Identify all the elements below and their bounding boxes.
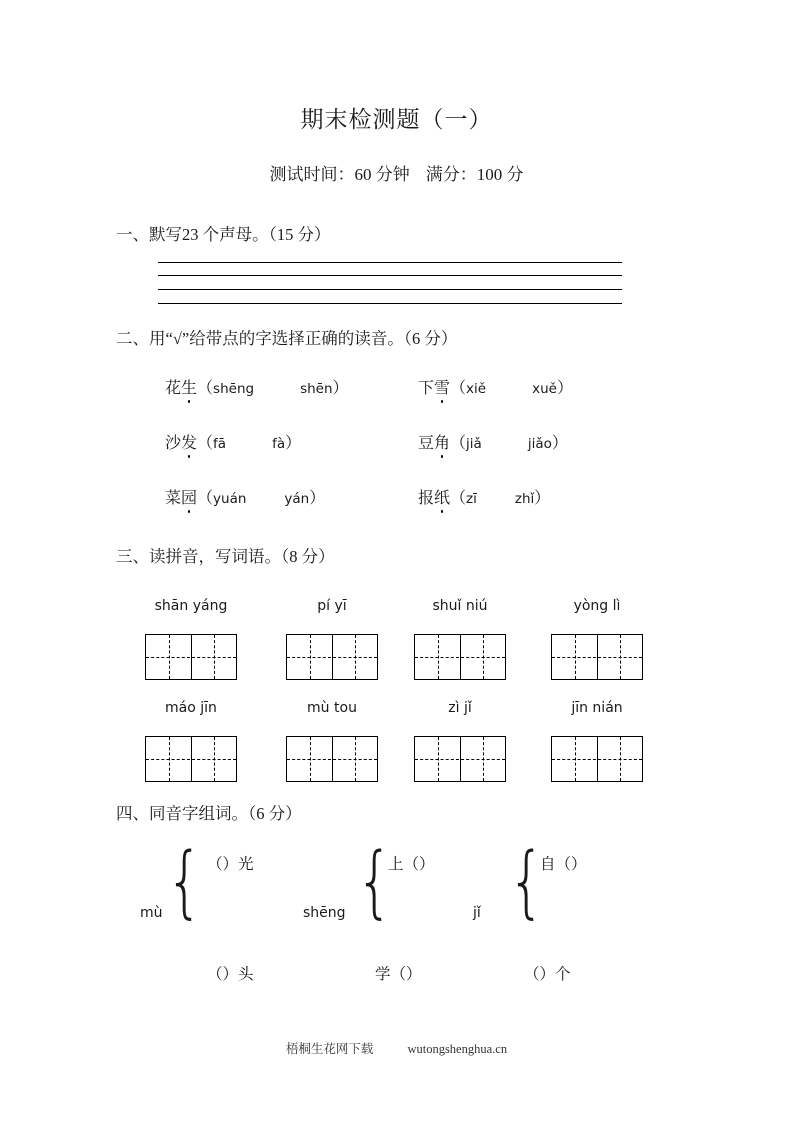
- grid-divider: [332, 635, 333, 679]
- blank-suffix: ）: [406, 966, 422, 983]
- word-pinyin-label: jīn nián: [571, 700, 623, 716]
- pinyin-choice-item[interactable]: [165, 375, 349, 398]
- exam-total-score: 满分：100 分: [425, 165, 524, 184]
- paren-close: ）: [309, 490, 326, 507]
- word-pinyin-label: pí yī: [317, 598, 347, 614]
- pinyin-option-a[interactable]: fā: [213, 436, 227, 452]
- word-pinyin-label: zì jǐ: [448, 700, 472, 716]
- exam-duration-text: 测试时间：60 分钟: [269, 165, 410, 184]
- pinyin-choice-item[interactable]: [418, 485, 550, 508]
- paren-open: （: [197, 490, 214, 507]
- word-char-1: 花: [165, 380, 182, 397]
- word-char-1: 菜: [165, 490, 182, 507]
- grid-vline-b: [483, 737, 484, 781]
- grid-vline-b: [483, 635, 484, 679]
- homophone-blank-top[interactable]: [388, 852, 435, 874]
- writing-grid[interactable]: [414, 736, 506, 782]
- pinyin-option-a[interactable]: yuán: [213, 491, 247, 507]
- pinyin-option-b[interactable]: xuě: [532, 381, 557, 397]
- blank-prefix: 学（: [375, 966, 407, 983]
- writing-grid[interactable]: [551, 736, 643, 782]
- section-heading-q3: 三、读拼音，写词语。（8 分）: [116, 547, 335, 566]
- grid-divider: [191, 737, 192, 781]
- blank-suffix: ）个: [539, 966, 571, 983]
- answer-line-4[interactable]: [158, 303, 622, 304]
- paren-close: ）: [551, 435, 568, 452]
- pinyin-option-a[interactable]: jiǎ: [466, 436, 482, 452]
- exam-meta: [0, 160, 793, 185]
- blank-prefix: （: [207, 856, 223, 873]
- blank-prefix: （: [207, 966, 223, 983]
- grid-vline-a: [310, 737, 311, 781]
- grid-divider: [597, 737, 598, 781]
- word-char-1: 豆: [418, 435, 435, 452]
- grid-vline-b: [620, 635, 621, 679]
- group-pinyin-label: mù: [140, 905, 163, 921]
- blank-suffix: ）光: [222, 856, 254, 873]
- paren-close: ）: [332, 380, 349, 397]
- writing-grid[interactable]: [145, 634, 237, 680]
- pinyin-option-b[interactable]: yán: [284, 491, 310, 507]
- exam-duration: [270, 165, 410, 184]
- section-heading-q1: 一、默写23 个声母。（15 分）: [116, 225, 331, 244]
- grid-vline-b: [355, 737, 356, 781]
- pinyin-choice-item[interactable]: [165, 430, 301, 453]
- curly-brace-icon: {: [166, 837, 204, 927]
- grid-vline-a: [310, 635, 311, 679]
- paren-close: ）: [285, 435, 302, 452]
- grid-vline-b: [620, 737, 621, 781]
- grid-divider: [460, 635, 461, 679]
- grid-vline-a: [438, 737, 439, 781]
- pinyin-option-a[interactable]: shēng: [213, 381, 255, 397]
- page-footer: [0, 1039, 793, 1057]
- blank-prefix: 自（: [540, 856, 572, 873]
- word-char-dotted: 发: [181, 430, 197, 453]
- pinyin-option-a[interactable]: zī: [466, 491, 477, 507]
- homophone-blank-top[interactable]: [540, 852, 587, 874]
- paren-open: （: [450, 490, 467, 507]
- footer-site-name: 梧桐生花网下载: [285, 1042, 374, 1056]
- curly-brace-icon: {: [356, 837, 394, 927]
- word-pinyin-label: shān yáng: [154, 598, 228, 614]
- paren-open: （: [197, 435, 214, 452]
- word-char-dotted: 纸: [434, 485, 450, 508]
- answer-line-1[interactable]: [158, 262, 622, 263]
- pinyin-option-b[interactable]: shēn: [300, 381, 333, 397]
- grid-divider: [332, 737, 333, 781]
- paren-close: ）: [556, 380, 573, 397]
- grid-divider: [191, 635, 192, 679]
- word-char-1: 下: [418, 380, 435, 397]
- pinyin-option-b[interactable]: fà: [272, 436, 286, 452]
- word-char-dotted: 生: [181, 375, 197, 398]
- blank-suffix: ）: [571, 856, 587, 873]
- group-pinyin-label: shēng: [303, 905, 346, 921]
- word-char-dotted: 雪: [434, 375, 450, 398]
- paren-close: ）: [534, 490, 551, 507]
- answer-line-3[interactable]: [158, 289, 622, 290]
- writing-grid[interactable]: [286, 634, 378, 680]
- word-pinyin-label: mù tou: [307, 700, 357, 716]
- section-heading-q2: 二、用“√”给带点的字选择正确的读音。（6 分）: [116, 329, 458, 348]
- word-char-1: 报: [418, 490, 435, 507]
- homophone-blank-bottom[interactable]: [207, 962, 254, 984]
- blank-suffix: ）头: [222, 966, 254, 983]
- grid-divider: [460, 737, 461, 781]
- blank-prefix: （: [524, 966, 540, 983]
- grid-vline-a: [575, 635, 576, 679]
- section-heading-q4: 四、同音字组词。（6 分）: [116, 804, 302, 823]
- homophone-blank-bottom[interactable]: [524, 962, 571, 984]
- grid-vline-a: [169, 737, 170, 781]
- homophone-blank-top[interactable]: [207, 852, 254, 874]
- pinyin-choice-item[interactable]: [418, 375, 573, 398]
- word-pinyin-label: shuǐ niú: [432, 598, 488, 614]
- paren-open: （: [197, 380, 214, 397]
- writing-grid[interactable]: [286, 736, 378, 782]
- grid-vline-a: [438, 635, 439, 679]
- pinyin-option-a[interactable]: xiě: [466, 381, 487, 397]
- word-pinyin-label: máo jīn: [165, 700, 217, 716]
- grid-vline-a: [575, 737, 576, 781]
- pinyin-choice-item[interactable]: [165, 485, 325, 508]
- word-pinyin-label: yòng lì: [573, 598, 621, 614]
- page-title: 期末检测题（一）: [300, 107, 493, 132]
- pinyin-choice-item[interactable]: [418, 430, 568, 453]
- pinyin-option-b[interactable]: jiǎo: [527, 436, 552, 452]
- group-pinyin-label: jǐ: [473, 905, 481, 921]
- grid-vline-a: [169, 635, 170, 679]
- paren-open: （: [450, 380, 467, 397]
- blank-prefix: 上（: [388, 856, 420, 873]
- grid-divider: [597, 635, 598, 679]
- footer-site-url[interactable]: wutongshenghua.cn: [407, 1042, 508, 1056]
- word-char-1: 沙: [165, 435, 182, 452]
- paren-open: （: [450, 435, 467, 452]
- writing-grid[interactable]: [414, 634, 506, 680]
- grid-vline-b: [214, 737, 215, 781]
- writing-grid[interactable]: [551, 634, 643, 680]
- word-char-dotted: 角: [434, 430, 450, 453]
- curly-brace-icon: {: [508, 837, 546, 927]
- word-char-dotted: 园: [181, 485, 197, 508]
- answer-line-2[interactable]: [158, 275, 622, 276]
- pinyin-option-b[interactable]: zhǐ: [514, 491, 535, 507]
- grid-vline-b: [214, 635, 215, 679]
- grid-vline-b: [355, 635, 356, 679]
- homophone-blank-bottom[interactable]: [375, 962, 422, 984]
- writing-grid[interactable]: [145, 736, 237, 782]
- blank-suffix: ）: [419, 856, 435, 873]
